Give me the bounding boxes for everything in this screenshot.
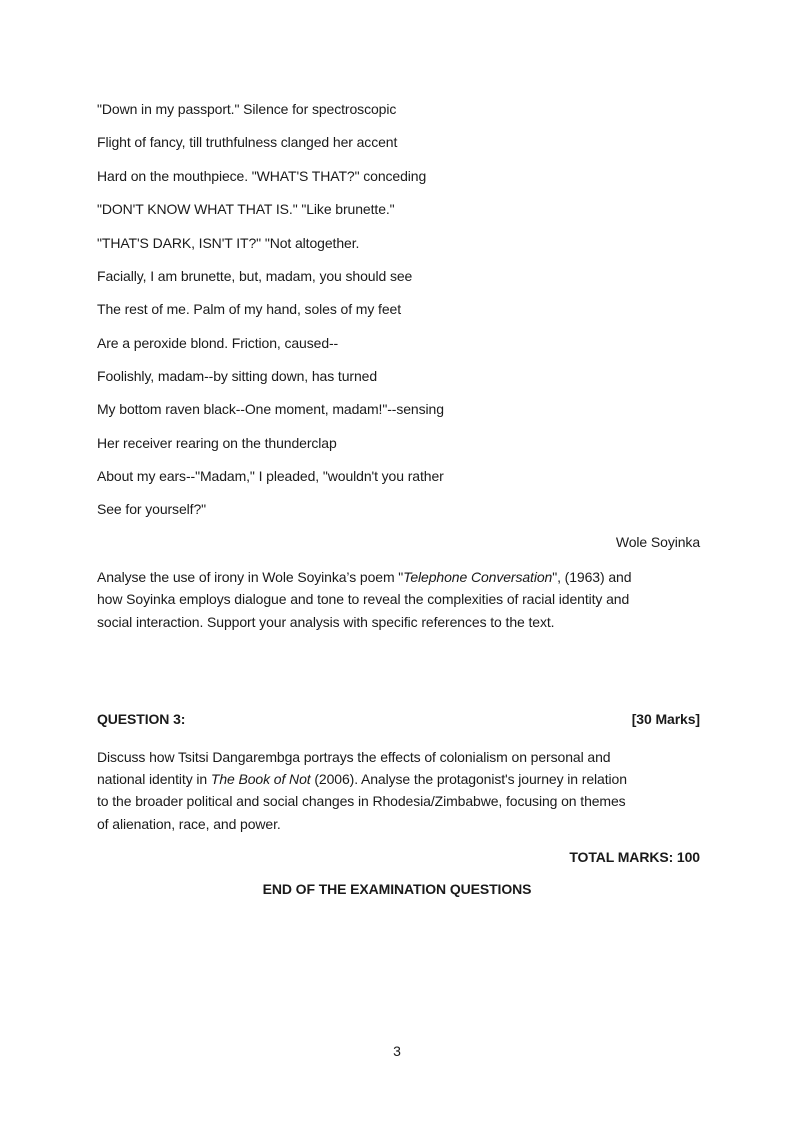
question-marks: [30 Marks]	[631, 711, 700, 727]
page-number: 3	[393, 1043, 401, 1059]
poem-line: "Down in my passport." Silence for spectroscopic	[97, 101, 397, 117]
book-title: The Book of Not	[210, 771, 311, 787]
end-of-exam: END OF THE EXAMINATION QUESTIONS	[262, 881, 532, 897]
prompt-line: of alienation, race, and power.	[97, 816, 281, 832]
prompt-line: how Soyinka employs dialogue and tone to reveal the complexities of racial identity and	[97, 591, 630, 607]
prompt-line: to the broader political and social changes in Rhodesia/Zimbabwe, focusing on themes	[97, 793, 626, 809]
poem-line: The rest of me. Palm of my hand, soles of my feet	[97, 301, 402, 317]
prompt-line: social interaction. Support your analysis with specific references to the text.	[97, 614, 555, 630]
poem-line: Hard on the mouthpiece. "WHAT'S THAT?" conceding	[97, 168, 427, 184]
poem-line: Facially, I am brunette, but, madam, you should see	[97, 268, 413, 284]
text: (2006). Analyse the protagonist's journey in relation	[310, 771, 627, 787]
poem-line: See for yourself?"	[97, 501, 207, 517]
poem-line: My bottom raven black--One moment, madam!"--sensing	[97, 401, 444, 417]
total-marks: TOTAL MARKS: 100	[569, 849, 700, 865]
poem-line: Her receiver rearing on the thunderclap	[97, 435, 337, 451]
poem-line: Are a peroxide blond. Friction, caused--	[97, 335, 339, 351]
text: ", (1963) and	[552, 569, 632, 585]
poem-line: Foolishly, madam--by sitting down, has turned	[97, 368, 378, 384]
text: national identity in	[97, 771, 211, 787]
poem-line: About my ears--"Madam," I pleaded, "wouldn't you rather	[97, 468, 444, 484]
poem-title: Telephone Conversation	[403, 569, 553, 585]
text: Analyse the use of irony in Wole Soyinka’s poem "	[97, 569, 404, 585]
poem-line: "DON'T KNOW WHAT THAT IS." "Like brunette."	[97, 201, 395, 217]
poem-line: "THAT'S DARK, ISN'T IT?" "Not altogether.	[97, 235, 360, 251]
prompt-line: Discuss how Tsitsi Dangarembga portrays the effects of colonialism on personal and	[97, 749, 611, 765]
poem-line: Flight of fancy, till truthfulness clanged her accent	[97, 134, 398, 150]
poem-author: Wole Soyinka	[615, 534, 700, 550]
prompt-line	[97, 770, 627, 788]
question-heading: QUESTION 3:	[97, 711, 186, 727]
prompt-line	[97, 568, 631, 586]
